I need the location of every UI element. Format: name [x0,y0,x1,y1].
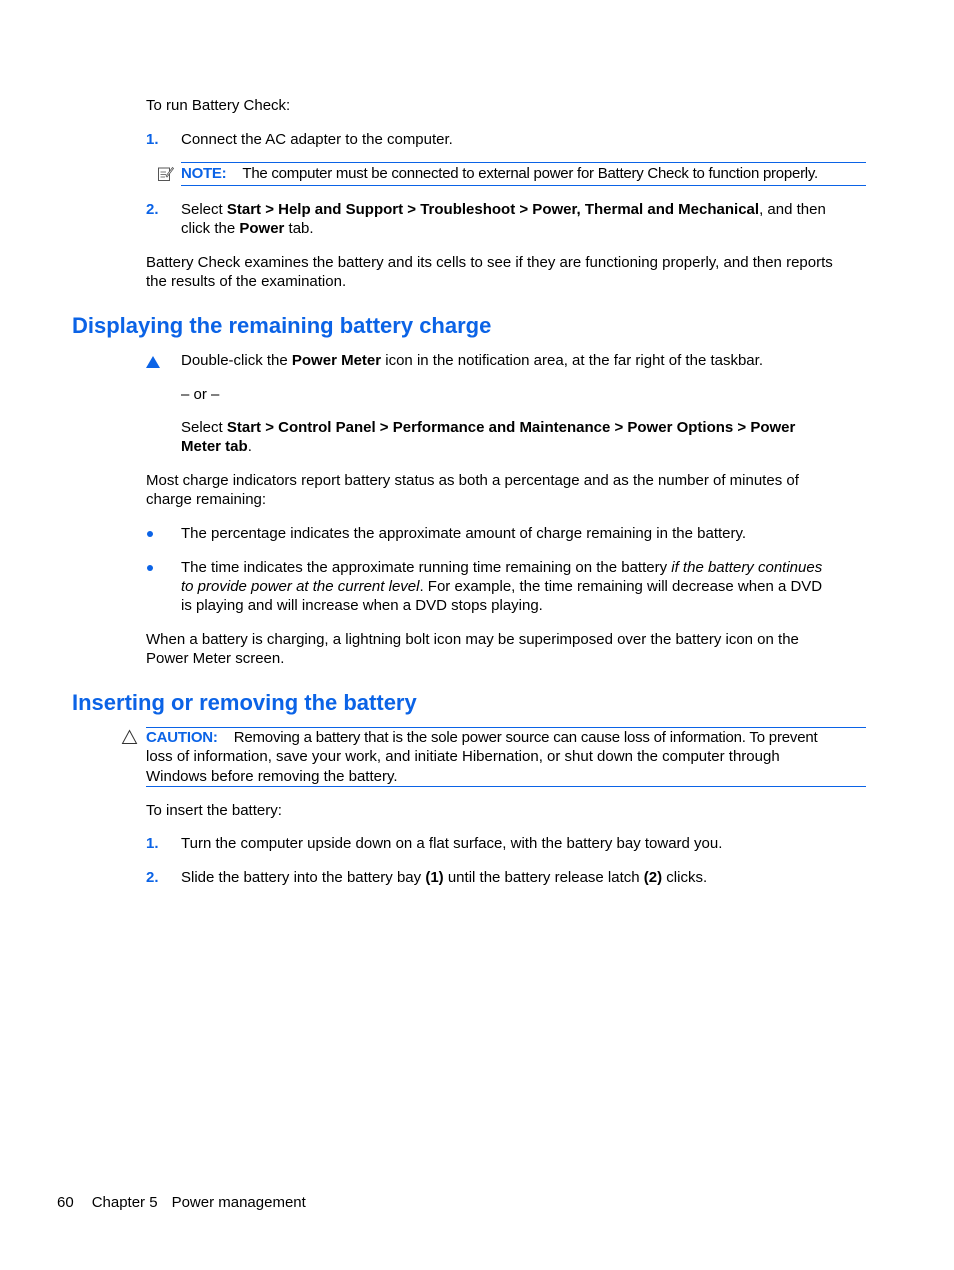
triangle-step-icon [145,355,161,369]
bullet-text-line3: is playing and will increase when a DVD stops playing. [181,597,543,614]
note-top-rule [181,162,866,163]
note-text-line [181,164,818,183]
intro-text: To run Battery Check: [146,97,291,114]
step-text-line2: click the Power tab. [181,220,314,237]
chapter-label: Chapter 5 [91,1194,158,1211]
caution-text-line: Windows before removing the battery. [146,768,398,785]
note-bottom-rule [181,185,866,186]
bullet-dot [147,531,153,537]
bullet-text: The time indicates the approximate running time remaining on the battery if the battery continues [181,559,823,576]
or-separator: – or – [181,386,220,403]
menu-path: Start > Help and Support > Troubleshoot > Power, Thermal and Mechanical [226,201,760,218]
step-text: Slide the battery into the battery bay (1) until the battery release latch (2) clicks. [181,869,708,886]
note-text: The computer must be connected to external power for Battery Check to function properly. [242,165,818,182]
note-pad-icon [157,165,174,182]
step-number: 2. [146,869,159,886]
menu-path: Start > Control Panel > Performance and Maintenance > Power Options > Power [226,419,796,436]
alt-step-text-line2: Meter tab. [181,438,252,455]
paragraph-line: Most charge indicators report battery status as both a percentage and as the number of minutes of [146,472,799,489]
caution-text-line: loss of information, save your work, and initiate Hibernation, or shut down the computer through [146,748,780,765]
section-heading: Inserting or removing the battery [72,690,417,715]
step-text: Turn the computer upside down on a flat surface, with the battery bay toward you. [181,835,723,852]
caution-label: CAUTION: [146,729,218,746]
section-heading: Displaying the remaining battery charge [72,313,492,338]
step-text: Double-click the Power Meter icon in the notification area, at the far right of the taskbar. [181,352,763,369]
bullet-text-line2: to provide power at the current level. For example, the time remaining will decrease when a DVD [181,578,823,595]
note-label: NOTE: [181,165,227,182]
insert-intro: To insert the battery: [146,802,282,819]
step-number: 1. [146,835,159,852]
caution-text-line: CAUTION: Removing a battery that is the sole power source can cause loss of information. To prevent [146,729,818,746]
page-number: 60 [57,1194,74,1211]
paragraph-line: charge remaining: [146,491,267,508]
page-footer [57,1193,306,1212]
step-text: Select Start > Help and Support > Troubleshoot > Power, Thermal and Mechanical, and then [181,201,826,218]
paragraph-line: Power Meter screen. [146,650,285,667]
chapter-title: Power management [171,1194,306,1211]
bullet-text: The percentage indicates the approximate amount of charge remaining in the battery. [181,525,747,542]
paragraph-line: the results of the examination. [146,273,347,290]
paragraph-line: When a battery is charging, a lightning bolt icon may be superimposed over the battery icon on the [146,631,799,648]
caution-bottom-rule [146,786,866,787]
bullet-dot [147,565,153,571]
warning-triangle-icon [121,729,138,745]
step-number: 2. [146,201,159,218]
step-text: Connect the AC adapter to the computer. [181,131,453,148]
paragraph-line: Battery Check examines the battery and its cells to see if they are functioning properly, and then reports [146,254,833,271]
step-number: 1. [146,131,159,148]
alt-step-text: Select Start > Control Panel > Performance and Maintenance > Power Options > Power [181,419,796,436]
